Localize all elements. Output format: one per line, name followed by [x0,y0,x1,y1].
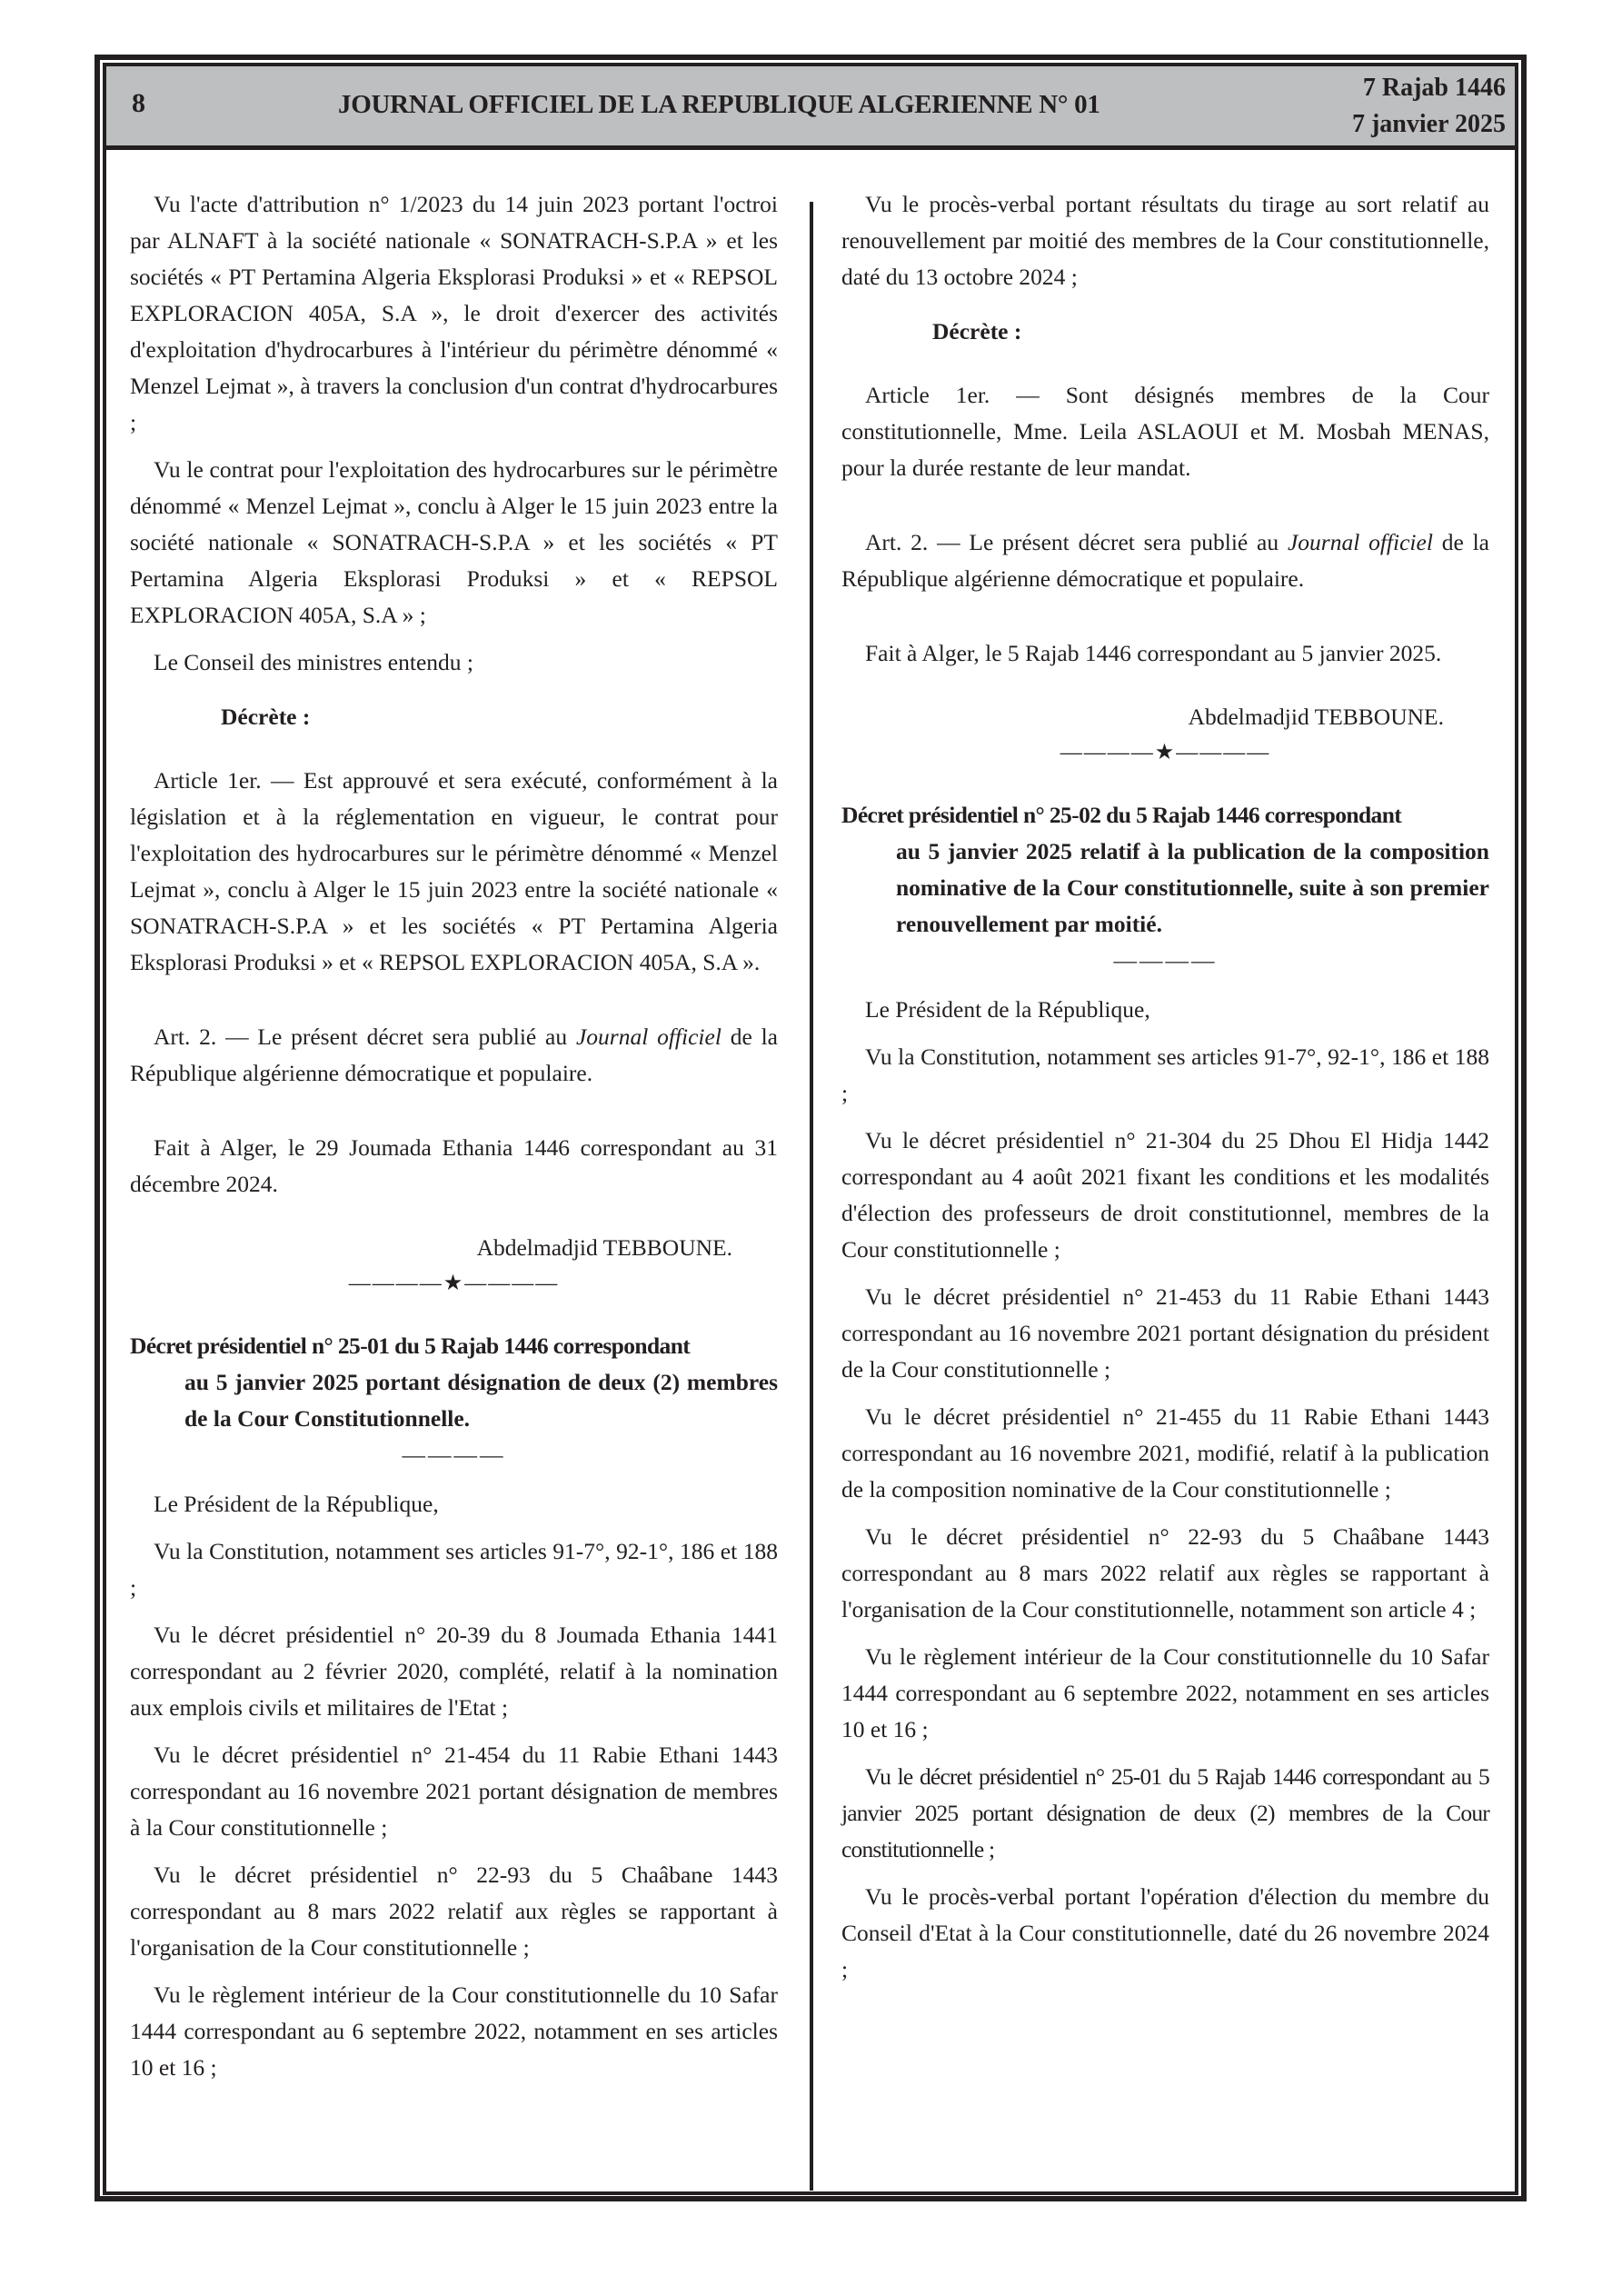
article-1: Article 1er. — Est approuvé et sera exécuté, conformément à la législation et à la réglementation en vigueur, le contrat pour l'exploitation des hydrocarbures sur le périmètre dénommé « Menzel Lejmat », conclu à Alger le 15 juin 2023 entre la société nationale « SONATRACH-S.P.A » et les sociétés « PT Pertamina Algeria Eksplorasi Produksi » et « REPSOL EXPLORACION 405A, S.A ». [130,767,778,975]
decree-title: Décret présidentiel n° 25-01 du 5 Rajab 1446 correspondant au 5 janvier 2025 portant désignation de deux (2) membres de la Cour Constitutionnelle. [130,1333,778,1432]
visa-paragraph: Vu le décret présidentiel n° 25-01 du 5 Rajab 1446 correspondant au 5 janvier 2025 portant désignation de deux (2) membres de la Cour constitutionnelle ; [841,1763,1489,1862]
visa-paragraph: Vu la Constitution, notamment ses articles 91-7°, 92-1°, 186 et 188 ; [130,1538,778,1601]
article-2: Art. 2. — Le présent décret sera publié au Journal officiel de la République algérienne démocratique et populaire. [130,1023,778,1086]
star-separator: ————★———— [1060,741,1271,764]
visa-paragraph: Vu le décret présidentiel n° 21-454 du 11 Rabie Ethani 1443 correspondant au 16 novembre 2021 portant désignation de membres à la Cour constitutionnelle ; [130,1742,778,1841]
article-2: Art. 2. — Le présent décret sera publié au Journal officiel de la République algérienne démocratique et populaire. [841,529,1489,592]
star-separator: ————★———— [348,1272,560,1295]
visa-paragraph: Vu le décret présidentiel n° 21-304 du 25 Dhou El Hidja 1442 correspondant au 4 août 2021 fixant les conditions et les modalités d'élection des professeurs de droit constitutionnel, membres de la Cour constitutionnelle ; [841,1127,1489,1263]
column-divider [810,202,813,2191]
visa-paragraph: Le Président de la République, [865,996,1150,1023]
fait-a-alger: Fait à Alger, le 5 Rajab 1446 correspondant au 5 janvier 2025. [865,640,1442,666]
visa-paragraph: Vu le décret présidentiel n° 22-93 du 5 Chaâbane 1443 correspondant au 8 mars 2022 relatif aux règles se rapportant à l'organisation de la Cour constitutionnelle ; [130,1862,778,1961]
left-column [130,186,778,2097]
date-hijri: 7 Rajab 1446 [1362,74,1506,102]
visa-paragraph: Vu le règlement intérieur de la Cour constitutionnelle du 10 Safar 1444 correspondant au 6 septembre 2022, notamment en ses articles 10 et 16 ; [841,1643,1489,1742]
right-column [841,186,1489,1999]
visa-paragraph: Vu l'acte d'attribution n° 1/2023 du 14 juin 2023 portant l'octroi par ALNAFT à la société nationale « SONATRACH-S.P.A » et les sociétés « PT Pertamina Algeria Eksplorasi Produksi » et « REPSOL EXPLORACION 405A, S.A », le droit d'exercer des activités d'exploitation d'hydrocarbures à l'intérieur du périmètre dénommé « Menzel Lejmat », à travers la conclusion d'un contrat d'hydrocarbures ; [130,191,778,435]
journal-officiel-italic: Journal officiel [1287,529,1433,555]
visa-paragraph: Vu le procès-verbal portant résultats du tirage au sort relatif au renouvellement par moitié des membres de la Cour constitutionnelle, daté du 13 octobre 2024 ; [841,191,1489,290]
decree-title: Décret présidentiel n° 25-02 du 5 Rajab 1446 correspondant au 5 janvier 2025 relatif à la publication de la composition nominative de la Cour constitutionnelle, suite à son premier renouvellement par moitié. [841,802,1489,937]
visa-paragraph: Vu le procès-verbal portant l'opération d'élection du membre du Conseil d'Etat à la Cour constitutionnelle, daté du 26 novembre 2024 ; [841,1883,1489,1982]
visa-paragraph: Vu le décret présidentiel n° 20-39 du 8 Joumada Ethania 1441 correspondant au 2 février 2020, complété, relatif à la nomination aux emplois civils et militaires de l'Etat ; [130,1622,778,1721]
short-separator: ———— [402,1442,506,1468]
page-number: 8 [132,88,145,118]
decrete-heading: Décrète : [932,318,1022,344]
visa-paragraph: Le Président de la République, [154,1491,439,1517]
short-separator: ———— [1113,947,1218,973]
signature: Abdelmadjid TEBBOUNE. [1188,704,1444,730]
visa-paragraph: Le Conseil des ministres entendu ; [154,649,473,675]
visa-paragraph: Vu la Constitution, notamment ses articles 91-7°, 92-1°, 186 et 188 ; [841,1043,1489,1106]
date-gregorian: 7 janvier 2025 [1351,110,1506,138]
visa-paragraph: Vu le décret présidentiel n° 21-455 du 11 Rabie Ethani 1443 correspondant au 16 novembre 2021, modifié, relatif à la publication de la composition nominative de la Cour constitutionnelle ; [841,1403,1489,1502]
journal-title: JOURNAL OFFICIEL DE LA REPUBLIQUE ALGERIENNE N° 01 [338,90,1100,119]
article-1: Article 1er. — Sont désignés membres de la Cour constitutionnelle, Mme. Leila ASLAOUI et M. Mosbah MENAS, pour la durée restante de leur mandat. [841,382,1489,481]
visa-paragraph: Vu le contrat pour l'exploitation des hydrocarbures sur le périmètre dénommé « Menzel Lejmat », conclu à Alger le 15 juin 2023 entre la société nationale « SONATRACH-S.P.A » et les sociétés « PT Pertamina Algeria Eksplorasi Produksi » et « REPSOL EXPLORACION 405A, S.A » ; [130,456,778,628]
visa-paragraph: Vu le règlement intérieur de la Cour constitutionnelle du 10 Safar 1444 correspondant au 6 septembre 2022, notamment en ses articles 10 et 16 ; [130,1982,778,2081]
decrete-heading: Décrète : [221,704,311,730]
signature: Abdelmadjid TEBBOUNE. [476,1234,732,1261]
visa-paragraph: Vu le décret présidentiel n° 22-93 du 5 Chaâbane 1443 correspondant au 8 mars 2022 relatif aux règles se rapportant à l'organisation de la Cour constitutionnelle, notamment son article 4 ; [841,1523,1489,1622]
visa-paragraph: Vu le décret présidentiel n° 21-453 du 11 Rabie Ethani 1443 correspondant au 16 novembre 2021 portant désignation du président de la Cour constitutionnelle ; [841,1283,1489,1383]
journal-officiel-italic: Journal officiel [575,1023,721,1050]
issue-dates [1352,70,1506,143]
fait-a-alger: Fait à Alger, le 29 Joumada Ethania 1446 correspondant au 31 décembre 2024. [130,1134,778,1197]
page-header [106,66,1515,150]
